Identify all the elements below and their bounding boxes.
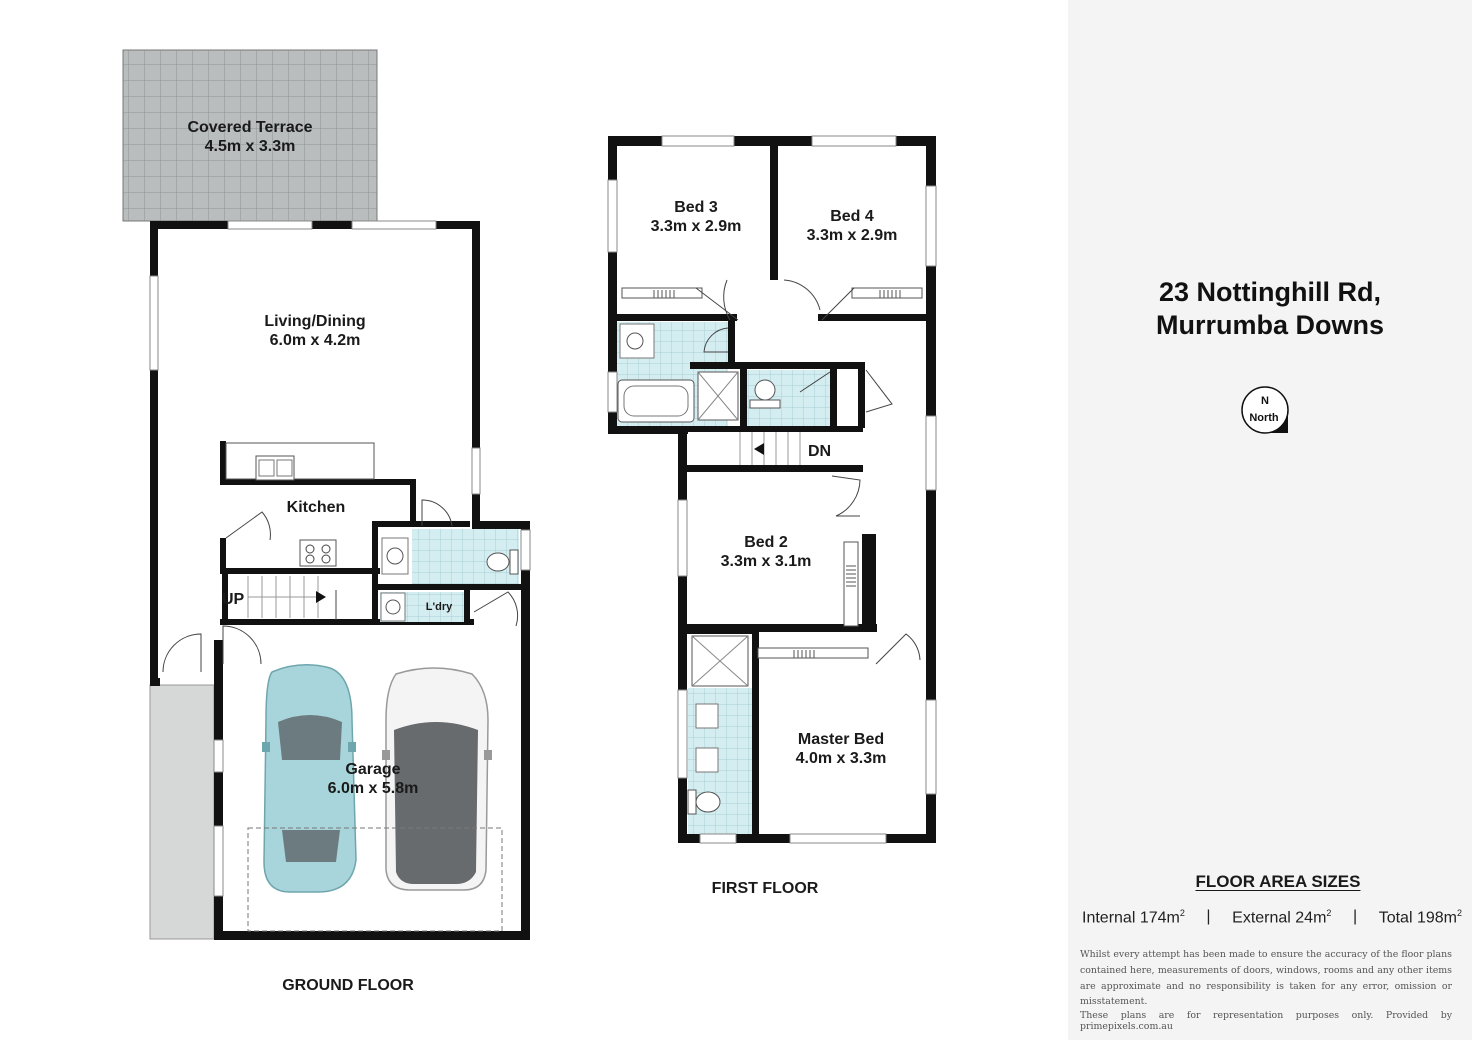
separator-1: | — [1206, 908, 1211, 925]
external-area-text: External 24m — [1232, 909, 1327, 927]
master-size: 4.0m x 3.3m — [795, 750, 887, 767]
garage-name: Garage — [345, 761, 401, 778]
first-basin-icon — [620, 324, 654, 358]
laundry-name: L'dry — [425, 601, 453, 613]
bed3-size: 3.3m x 2.9m — [650, 218, 742, 235]
total-area — [1379, 908, 1462, 927]
first-floor-label: FIRST FLOOR — [711, 880, 819, 897]
first-stair-label: DN — [808, 443, 832, 460]
compass-letter: N — [1261, 395, 1269, 407]
kitchen-name: Kitchen — [286, 499, 346, 516]
north-arrow-icon — [1240, 385, 1290, 435]
living-size: 6.0m x 4.2m — [269, 332, 361, 349]
laundry-tub-icon — [381, 593, 405, 621]
bed4-name: Bed 4 — [830, 208, 874, 225]
ground-floor-plan — [123, 50, 530, 940]
disclaimer-text: Whilst every attempt has been made to ensure the accuracy of the floor plans contained here, measurements of doors, windows, rooms and any other items are approximate and no responsibility is taken for any error, omission or misstatement. — [1080, 949, 1452, 1008]
total-area-unit: 2 — [1456, 908, 1462, 918]
shower-icon — [698, 372, 738, 420]
ground-stair-label: UP — [222, 591, 245, 608]
living-name: Living/Dining — [264, 313, 366, 330]
provided-by-text: These plans are for representation purposes only. Provided by primepixels.com.au — [1080, 1010, 1452, 1032]
kitchen-sink-icon — [256, 456, 294, 480]
separator-2: | — [1352, 908, 1358, 925]
external-area — [1232, 908, 1331, 927]
first-toilet-tiles — [746, 370, 830, 428]
kitchen-island-bench — [226, 443, 374, 479]
internal-area — [1082, 908, 1185, 927]
first-stair-down — [740, 432, 800, 465]
car-white-icon — [382, 668, 492, 890]
compass-label: North — [1249, 412, 1279, 424]
internal-area-text: Internal 174m — [1082, 909, 1180, 927]
bed2-size: 3.3m x 3.1m — [720, 553, 812, 570]
bed2-name: Bed 2 — [744, 534, 788, 551]
bathtub-icon — [618, 380, 694, 422]
bed4-size: 3.3m x 2.9m — [806, 227, 898, 244]
car-blue-icon — [262, 665, 356, 892]
basin-icon — [382, 538, 408, 574]
garage-size: 6.0m x 5.8m — [327, 780, 419, 797]
terrace-size: 4.5m x 3.3m — [204, 138, 296, 155]
info-panel — [1068, 0, 1472, 1040]
stair-arrow-icon — [316, 591, 326, 603]
cooktop-icon — [300, 540, 336, 566]
terrace-name: Covered Terrace — [187, 119, 313, 136]
ground-floor-label: GROUND FLOOR — [282, 977, 414, 994]
floor-area-title: FLOOR AREA SIZES — [1195, 872, 1361, 891]
bed3-name: Bed 3 — [674, 199, 718, 216]
total-area-text: Total 198m — [1378, 909, 1457, 927]
floor-area-row — [1082, 908, 1462, 927]
ground-stair-up — [248, 576, 318, 618]
stair-down-arrow-icon — [754, 443, 764, 455]
internal-area-unit: 2 — [1179, 908, 1185, 918]
property-address — [1068, 276, 1472, 342]
master-name: Master Bed — [797, 731, 885, 748]
address-line-2: Murrumba Downs — [1155, 310, 1384, 340]
ensuite-toilet-icon — [688, 790, 720, 814]
external-area-unit: 2 — [1326, 908, 1332, 918]
ensuite-shower-icon — [692, 636, 748, 686]
address-line-1: 23 Nottinghill Rd, — [1159, 277, 1381, 307]
driveway-strip — [150, 685, 214, 939]
